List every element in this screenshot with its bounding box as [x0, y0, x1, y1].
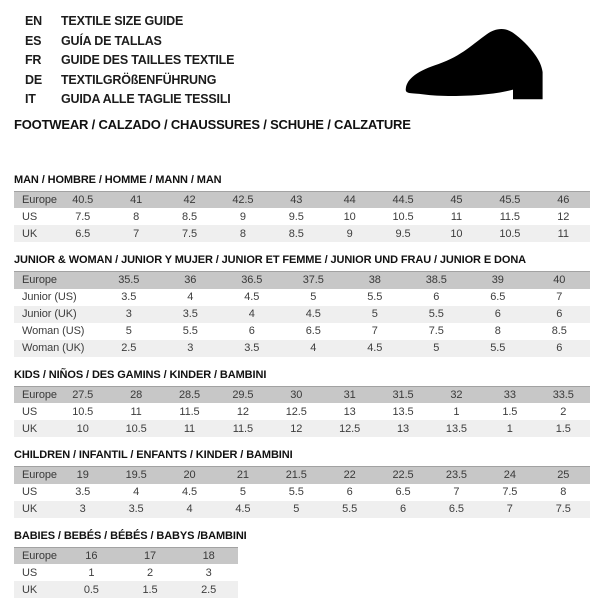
size-cell: 22.5 — [376, 467, 429, 484]
size-row — [14, 289, 590, 306]
size-cell: 6 — [376, 501, 429, 518]
dress-shoe-icon — [400, 20, 578, 116]
row-label: US — [22, 210, 38, 223]
size-cell: 7.5 — [428, 325, 444, 337]
size-cell: 4 — [221, 306, 283, 323]
size-cell: 11 — [537, 225, 590, 242]
language-label: GUIDE DES TAILLES TEXTILE — [61, 53, 235, 67]
size-cell: 9.5 — [288, 210, 304, 223]
row-label: Europe — [14, 272, 98, 289]
size-row — [14, 403, 590, 420]
size-cell: 42.5 — [216, 191, 269, 208]
size-cell: 1.5 — [537, 420, 590, 437]
size-cell: 7.5 — [75, 210, 91, 223]
size-cell: 4.5 — [244, 291, 260, 303]
size-cell: 5.5 — [367, 291, 383, 303]
size-cell: 4.5 — [216, 501, 269, 518]
size-cell: 2.5 — [179, 581, 238, 598]
size-cell: 11.5 — [499, 210, 520, 223]
language-label: TEXTILE SIZE GUIDE — [61, 14, 184, 28]
size-cell: 0.5 — [62, 581, 121, 598]
size-cell: 5.5 — [467, 340, 529, 357]
size-cell: 5 — [344, 306, 406, 323]
table-title-babies: BABIES / BEBÉS / BÉBÉS / BABYS /BAMBINI — [14, 529, 247, 542]
size-cell: 11 — [450, 210, 463, 223]
size-cell: 5.5 — [323, 501, 376, 518]
size-cell: 5.5 — [182, 325, 198, 337]
size-cell: 8.5 — [551, 325, 567, 337]
size-table-man — [14, 191, 590, 243]
size-cell: 6 — [529, 340, 591, 357]
size-cell: 40 — [529, 272, 591, 289]
language-code: FR — [25, 53, 42, 67]
size-cell: 10 — [56, 420, 109, 437]
size-cell: 11.5 — [216, 420, 269, 437]
size-row — [14, 340, 590, 357]
size-cell: 6 — [529, 306, 591, 323]
size-cell: 2 — [146, 566, 153, 579]
table-title-kids: KIDS / NIÑOS / DES GAMINS / KINDER / BAMBINI — [14, 368, 267, 381]
size-cell: 4 — [283, 340, 345, 357]
size-row — [14, 323, 590, 340]
row-label: UK — [14, 420, 56, 437]
table-title-junior-woman: JUNIOR & WOMAN / JUNIOR Y MUJER / JUNIOR ET FEMME / JUNIOR UND FRAU / JUNIOR E DONA — [14, 254, 527, 266]
size-cell: 7 — [371, 325, 378, 337]
size-row — [14, 225, 590, 242]
language-label: GUÍA DE TALLAS — [61, 33, 162, 48]
size-cell: 37.5 — [283, 272, 345, 289]
size-cell: 6.5 — [430, 501, 483, 518]
size-cell: 18 — [179, 547, 238, 564]
size-cell: 1.5 — [502, 405, 518, 418]
size-cell: 5 — [310, 291, 317, 303]
size-cell: 8.5 — [181, 210, 197, 223]
size-cell: 10 — [343, 210, 356, 223]
size-row — [14, 467, 590, 484]
size-cell: 5 — [239, 486, 246, 498]
size-cell: 3.5 — [160, 306, 222, 323]
row-label: UK — [14, 501, 56, 518]
size-cell: 5 — [125, 325, 132, 337]
size-cell: 23.5 — [430, 467, 483, 484]
size-cell: 2 — [560, 405, 567, 418]
size-cell: 3.5 — [109, 501, 162, 518]
size-cell: 4 — [133, 486, 140, 498]
size-cell: 4 — [187, 291, 194, 303]
size-cell: 42 — [163, 191, 216, 208]
size-cell: 9 — [239, 210, 246, 223]
size-cell: 31 — [323, 386, 376, 403]
size-cell: 44.5 — [376, 191, 429, 208]
table-title-man: MAN / HOMBRE / HOMME / MANN / MAN — [14, 173, 222, 186]
category-title: FOOTWEAR / CALZADO / CHAUSSURES / SCHUHE / CALZATURE — [14, 116, 411, 132]
size-cell: 10.5 — [109, 420, 162, 437]
size-cell: 2.5 — [98, 340, 160, 357]
size-cell: 13 — [343, 405, 356, 418]
row-label: Woman (UK) — [14, 340, 98, 357]
size-table-babies — [14, 547, 238, 599]
size-cell: 7 — [556, 291, 563, 303]
row-label: Europe — [14, 191, 56, 208]
size-cell: 40.5 — [56, 191, 109, 208]
size-cell: 6.5 — [56, 225, 109, 242]
size-cell: 3 — [205, 566, 212, 579]
size-cell: 46 — [537, 191, 590, 208]
size-row — [14, 272, 590, 289]
size-cell: 28.5 — [163, 386, 216, 403]
size-cell: 3 — [160, 340, 222, 357]
size-cell: 1 — [483, 420, 536, 437]
size-cell: 33 — [483, 386, 536, 403]
size-cell: 6.5 — [395, 486, 411, 498]
row-label: Europe — [14, 467, 56, 484]
size-cell: 20 — [163, 467, 216, 484]
size-cell: 7.5 — [537, 501, 590, 518]
size-cell: 21 — [216, 467, 269, 484]
row-label: Junior (UK) — [14, 306, 98, 323]
size-cell: 19.5 — [109, 467, 162, 484]
size-cell: 45 — [430, 191, 483, 208]
size-cell: 41 — [109, 191, 162, 208]
size-row — [14, 306, 590, 323]
size-cell: 13.5 — [430, 420, 483, 437]
size-cell: 5.5 — [406, 306, 468, 323]
table-title-children: CHILDREN / INFANTIL / ENFANTS / KINDER / BAMBINI — [14, 449, 293, 461]
size-cell: 6 — [346, 486, 353, 498]
size-section-junior-woman — [14, 254, 590, 357]
size-row — [14, 191, 590, 208]
size-cell: 3.5 — [221, 340, 283, 357]
size-cell: 8 — [560, 486, 567, 498]
size-cell: 4.5 — [344, 340, 406, 357]
size-cell: 7.5 — [163, 225, 216, 242]
size-cell: 3.5 — [121, 291, 137, 303]
size-section-kids — [14, 369, 590, 438]
size-cell: 16 — [62, 547, 121, 564]
language-code: DE — [25, 72, 42, 87]
size-cell: 36 — [160, 272, 222, 289]
size-cell: 17 — [121, 547, 180, 564]
size-cell: 9.5 — [376, 225, 429, 242]
language-label: GUIDA ALLE TAGLIE TESSILI — [61, 92, 231, 106]
size-table-kids — [14, 386, 590, 438]
size-row — [14, 420, 590, 437]
size-cell: 33.5 — [537, 386, 590, 403]
row-label: UK — [14, 581, 62, 598]
size-cell: 8.5 — [270, 225, 323, 242]
language-code: IT — [25, 92, 36, 106]
size-section-children — [14, 449, 590, 518]
size-cell: 1.5 — [121, 581, 180, 598]
size-cell: 9 — [323, 225, 376, 242]
size-cell: 45.5 — [483, 191, 536, 208]
size-cell: 39 — [467, 272, 529, 289]
size-cell: 1 — [88, 566, 95, 579]
size-row — [14, 484, 590, 501]
size-cell: 25 — [537, 467, 590, 484]
size-cell: 7 — [109, 225, 162, 242]
size-cell: 1 — [453, 405, 460, 418]
size-cell: 10.5 — [392, 210, 414, 223]
size-cell: 10.5 — [72, 405, 94, 418]
size-cell: 7 — [483, 501, 536, 518]
size-cell: 22 — [323, 467, 376, 484]
size-cell: 5.5 — [288, 486, 304, 498]
size-cell: 11 — [130, 405, 142, 418]
size-cell: 27.5 — [56, 386, 109, 403]
size-cell: 7.5 — [502, 486, 518, 498]
size-cell: 11 — [163, 420, 216, 437]
size-row — [14, 386, 590, 403]
size-cell: 6 — [433, 291, 440, 303]
size-cell: 30 — [270, 386, 323, 403]
size-cell: 24 — [483, 467, 536, 484]
size-cell: 38.5 — [406, 272, 468, 289]
size-section-babies — [14, 530, 590, 599]
size-cell: 3 — [56, 501, 109, 518]
language-label: TEXTILGRÖßENFÜHRUNG — [61, 72, 217, 87]
size-cell: 3 — [98, 306, 160, 323]
size-cell: 13.5 — [392, 405, 414, 418]
row-label: US — [22, 405, 38, 418]
size-cell: 6 — [248, 325, 255, 337]
size-cell: 10.5 — [483, 225, 536, 242]
row-label: Europe — [14, 386, 56, 403]
size-cell: 35.5 — [98, 272, 160, 289]
size-cell: 12 — [557, 210, 570, 223]
size-cell: 7 — [453, 486, 460, 498]
size-cell: 5 — [270, 501, 323, 518]
size-table-children — [14, 466, 590, 518]
size-row — [14, 501, 590, 518]
size-row — [14, 208, 590, 225]
size-cell: 19 — [56, 467, 109, 484]
size-row — [14, 581, 238, 598]
size-table-junior-woman — [14, 271, 590, 357]
size-tables — [14, 174, 590, 599]
size-row — [14, 564, 238, 581]
size-cell: 6 — [467, 306, 529, 323]
size-cell: 44 — [323, 191, 376, 208]
size-cell: 5 — [406, 340, 468, 357]
size-cell: 6.5 — [490, 291, 506, 303]
language-code: ES — [25, 33, 42, 48]
size-row — [14, 547, 238, 564]
size-cell: 10 — [430, 225, 483, 242]
row-label: Europe — [14, 547, 62, 564]
size-cell: 6.5 — [305, 325, 321, 337]
size-cell: 29.5 — [216, 386, 269, 403]
size-cell: 43 — [270, 191, 323, 208]
size-cell: 13 — [376, 420, 429, 437]
size-cell: 12.5 — [323, 420, 376, 437]
size-section-man — [14, 174, 590, 243]
size-cell: 3.5 — [75, 486, 91, 498]
size-cell: 8 — [133, 210, 140, 223]
size-cell: 38 — [344, 272, 406, 289]
row-label: UK — [14, 225, 56, 242]
size-cell: 12 — [270, 420, 323, 437]
size-cell: 4.5 — [181, 486, 197, 498]
size-cell: 31.5 — [376, 386, 429, 403]
row-label: Junior (US) — [22, 291, 77, 303]
size-cell: 12.5 — [285, 405, 307, 418]
size-cell: 4.5 — [283, 306, 345, 323]
size-cell: 8 — [216, 225, 269, 242]
size-cell: 21.5 — [270, 467, 323, 484]
row-label: Woman (US) — [22, 325, 85, 337]
row-label: US — [22, 486, 38, 498]
size-cell: 32 — [430, 386, 483, 403]
size-cell: 8 — [494, 325, 501, 337]
row-label: US — [22, 566, 38, 579]
size-cell: 36.5 — [221, 272, 283, 289]
size-cell: 12 — [236, 405, 249, 418]
language-code: EN — [25, 14, 42, 28]
size-cell: 11.5 — [179, 405, 200, 418]
size-cell: 28 — [109, 386, 162, 403]
size-cell: 4 — [163, 501, 216, 518]
